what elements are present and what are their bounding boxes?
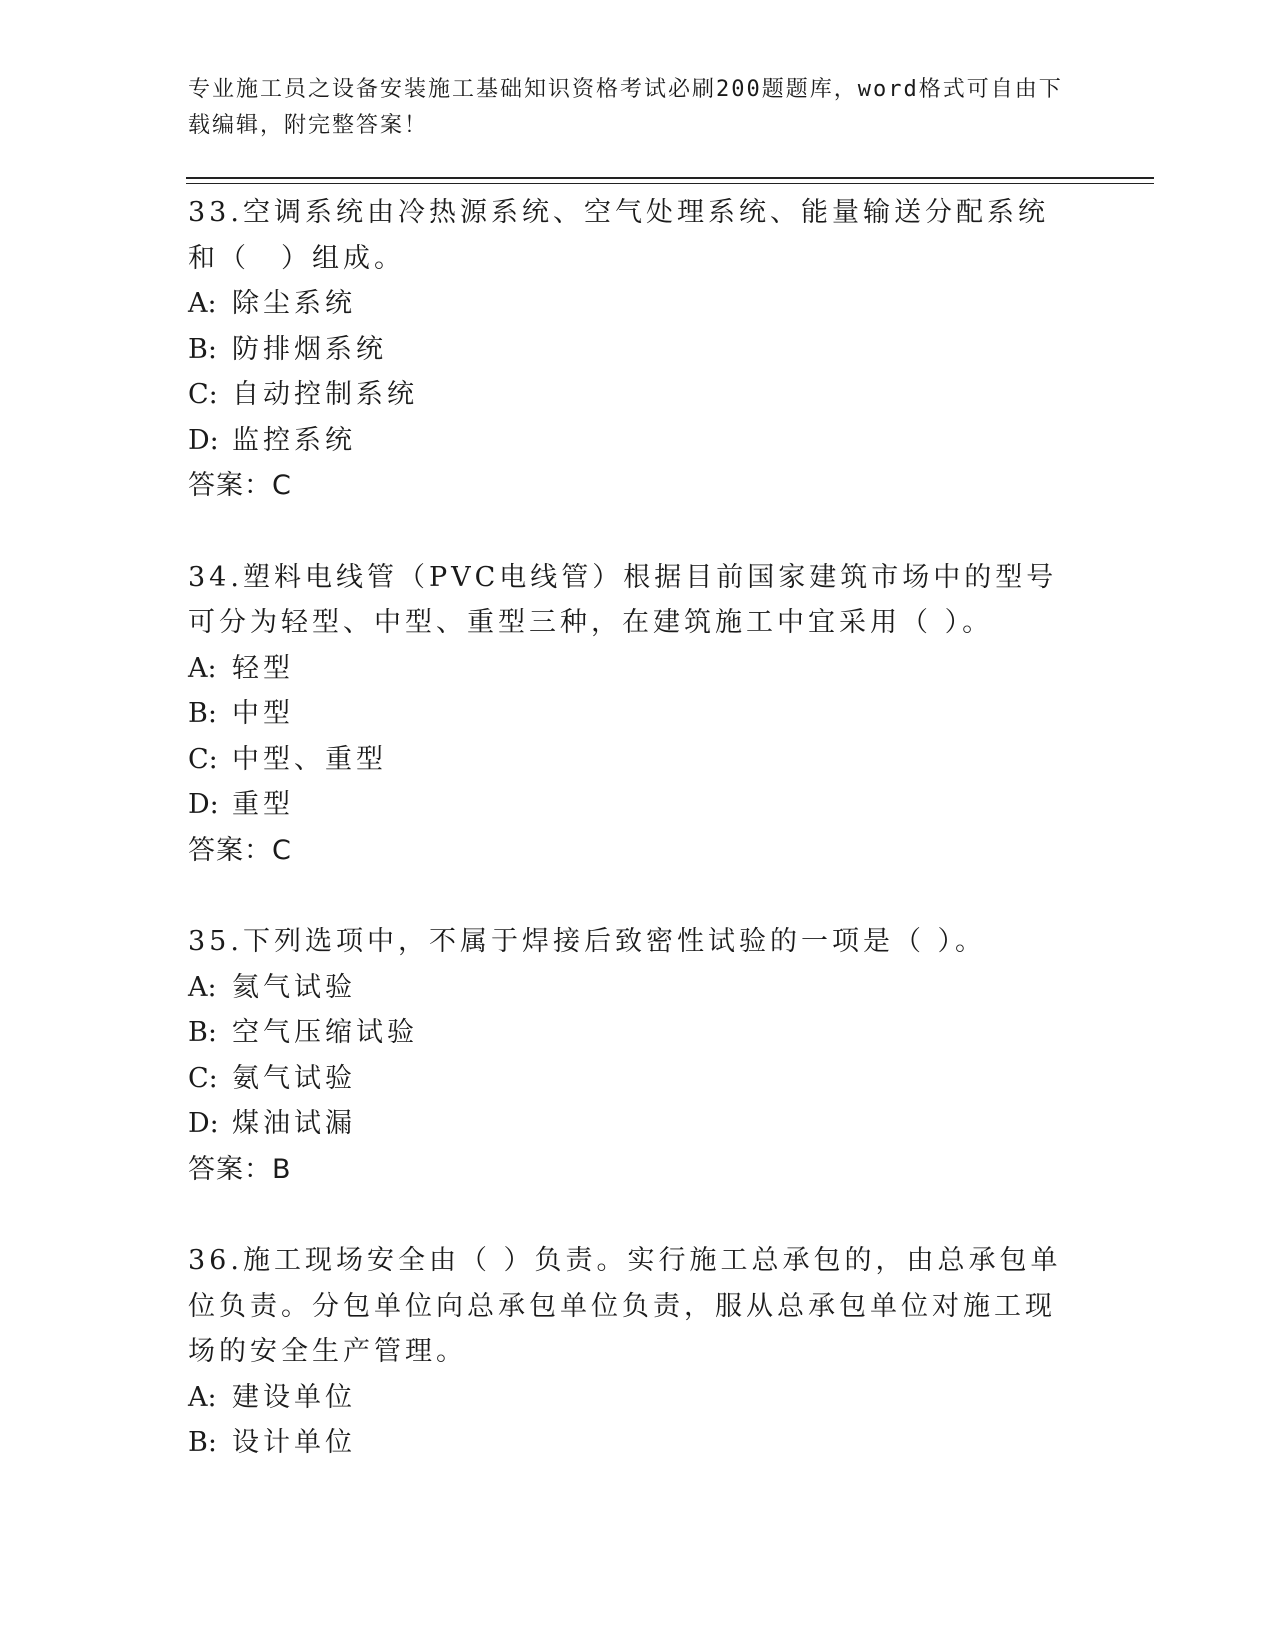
option-text: 重型 xyxy=(232,789,294,820)
option-key: D: xyxy=(188,1108,219,1139)
question-33 xyxy=(188,190,1068,509)
option-text: 轻型 xyxy=(232,652,294,684)
option-text: 除尘系统 xyxy=(232,288,356,319)
document-header: 专业施工员之设备安装施工基础知识资格考试必刷200题题库，word格式可自由下载编辑，附完整答案！ xyxy=(188,77,1063,138)
option-b xyxy=(188,691,1068,737)
question-34 xyxy=(188,555,1068,874)
option-key: D: xyxy=(188,789,219,820)
option-key: A: xyxy=(188,1381,217,1413)
option-key: B: xyxy=(188,1017,217,1048)
option-key: B: xyxy=(188,698,217,729)
option-text: 氨气试验 xyxy=(232,1062,356,1094)
option-text: 空气压缩试验 xyxy=(232,1017,418,1048)
option-key: D: xyxy=(188,424,219,456)
option-a xyxy=(188,281,1068,327)
option-c xyxy=(188,372,1068,418)
question-stem: 34.塑料电线管（PVC电线管）根据目前国家建筑市场中的型号可分为轻型、中型、重型三种，在建筑施工中宜采用（ ）。 xyxy=(188,561,1058,638)
option-text: 氦气试验 xyxy=(232,971,356,1003)
option-d xyxy=(188,782,1068,828)
answer-line: 答案：B xyxy=(188,1153,292,1185)
question-36 xyxy=(188,1238,1068,1466)
option-key: A: xyxy=(188,971,217,1003)
question-list xyxy=(188,190,1068,1512)
header-divider-thin xyxy=(186,183,1154,184)
option-c xyxy=(188,1056,1068,1102)
option-key: C: xyxy=(188,1062,218,1094)
question-stem: 33.空调系统由冷热源系统、空气处理系统、能量输送分配系统和（ ）组成。 xyxy=(188,197,1049,274)
answer-line: 答案：C xyxy=(188,834,292,866)
question-35 xyxy=(188,919,1068,1192)
option-a xyxy=(188,646,1068,692)
option-d xyxy=(188,1101,1068,1147)
option-text: 建设单位 xyxy=(232,1381,356,1413)
question-stem: 36.施工现场安全由（ ）负责。实行施工总承包的，由总承包单位负责。分包单位向总承包单位负责，服从总承包单位对施工现场的安全生产管理。 xyxy=(188,1245,1062,1367)
option-key: C: xyxy=(188,379,218,410)
option-a xyxy=(188,965,1068,1011)
option-text: 自动控制系统 xyxy=(232,379,418,410)
option-b xyxy=(188,1420,1068,1466)
answer-line: 答案：C xyxy=(188,470,292,501)
option-b xyxy=(188,327,1068,373)
header-divider-thick xyxy=(186,177,1154,179)
option-d xyxy=(188,418,1068,464)
option-text: 中型 xyxy=(232,698,294,729)
option-text: 煤油试漏 xyxy=(232,1108,356,1139)
option-key: A: xyxy=(188,288,217,319)
option-text: 防排烟系统 xyxy=(232,333,387,365)
option-c xyxy=(188,737,1068,783)
option-a xyxy=(188,1375,1068,1421)
option-key: C: xyxy=(188,743,218,775)
option-text: 监控系统 xyxy=(232,424,356,456)
option-text: 设计单位 xyxy=(232,1427,356,1458)
option-b xyxy=(188,1010,1068,1056)
option-key: A: xyxy=(188,652,217,684)
question-stem: 35.下列选项中，不属于焊接后致密性试验的一项是（ ）。 xyxy=(188,926,987,957)
option-key: B: xyxy=(188,333,217,365)
option-key: B: xyxy=(188,1427,217,1458)
option-text: 中型、重型 xyxy=(232,743,387,775)
